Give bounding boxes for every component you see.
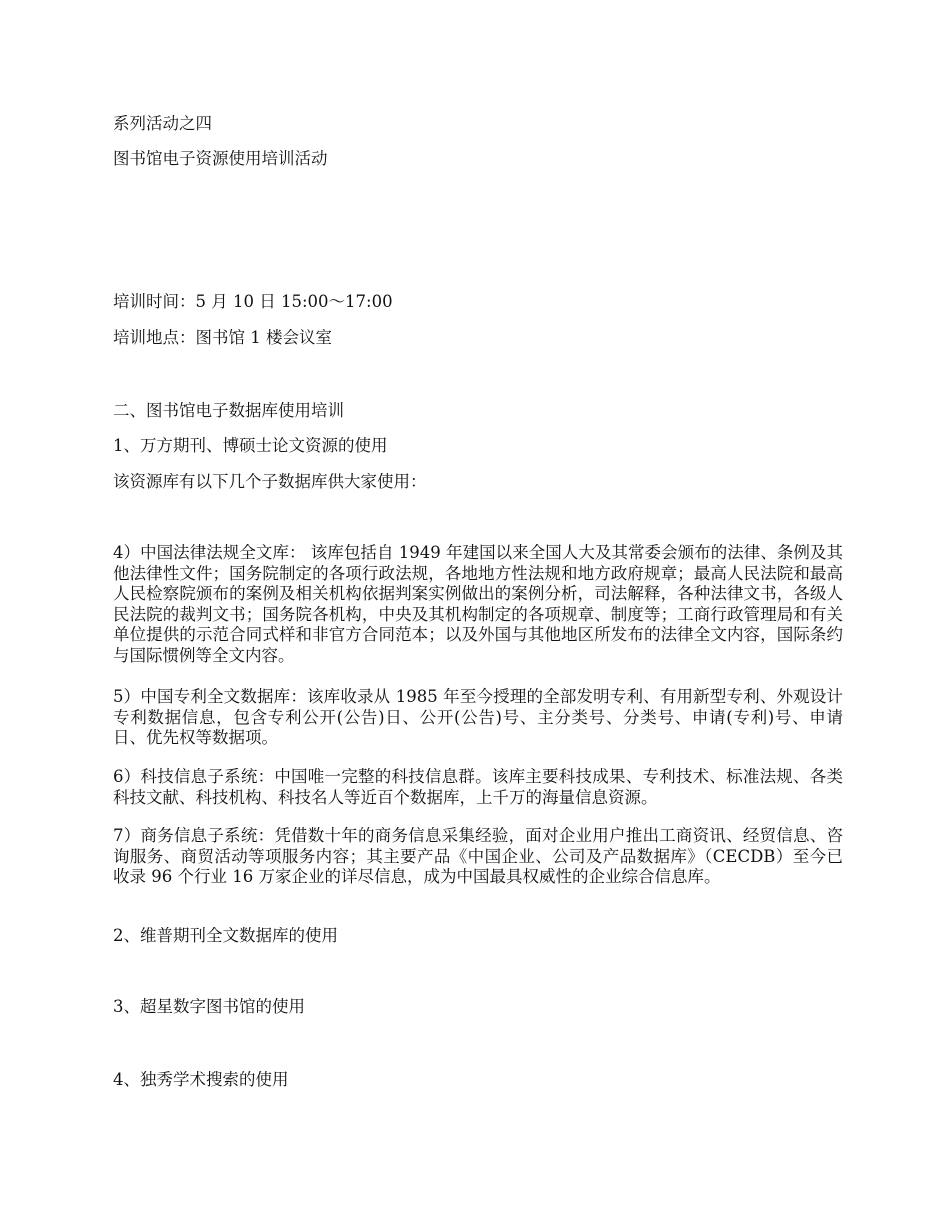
sub-database-7: 7）商务信息子系统：凭借数十年的商务信息采集经验，面对企业用户推出工商资讯、经贸信息、咨询服务、商贸活动等项服务内容；其主要产品《中国企业、公司及产品数据库》（CECDB）至今已收录 96 个行业 16 万家企业的详尽信息，成为中国最具权威性的企业综合信息库。 xyxy=(113,826,843,887)
event-title: 图书馆电子资源使用培训活动 xyxy=(113,149,328,168)
sub-database-4: 4）中国法律法规全文库： 该库包括自 1949 年建国以来全国人大及其常委会颁布的法律、条例及其他法律性文件；国务院制定的各项行政法规，各地地方性法规和地方政府规章；最高人民法院和最高人民检察院颁布的案例及相关机构依据判案实例做出的案例分析，司法解释，各种法律文书，各级人民法院的裁判文书；国务院各机构，中央及其机构制定的各项规章、制度等；工商行政管理局和有关单位提供的示范合同式样和非官方合同范本；以及外国与其他地区所发布的法律全文内容，国际条约与国际惯例等全文内容。 xyxy=(113,543,843,665)
training-time: 培训时间：5 月 10 日 15:00～17:00 xyxy=(113,292,393,311)
section-two-heading: 二、图书馆电子数据库使用培训 xyxy=(113,401,344,420)
sub-database-6: 6）科技信息子系统：中国唯一完整的科技信息群。该库主要科技成果、专利技术、标准法规、各类科技文献、科技机构、科技名人等近百个数据库，上千万的海量信息资源。 xyxy=(113,767,843,807)
item-2-heading: 2、维普期刊全文数据库的使用 xyxy=(113,926,338,945)
item-1-intro: 该资源库有以下几个子数据库供大家使用： xyxy=(113,472,427,491)
item-3-heading: 3、超星数字图书馆的使用 xyxy=(113,997,305,1016)
training-location: 培训地点：图书馆 1 楼会议室 xyxy=(113,328,332,347)
sub-database-5: 5）中国专利全文数据库：该库收录从 1985 年至今授理的全部发明专利、有用新型专利、外观设计专利数据信息，包含专利公开(公告)日、公开(公告)号、主分类号、分类号、申请(专利)号、申请日、优先权等数据项。 xyxy=(113,687,843,748)
series-label: 系列活动之四 xyxy=(113,114,212,133)
item-1-heading: 1、万方期刊、博硕士论文资源的使用 xyxy=(113,436,388,455)
item-4-heading: 4、独秀学术搜索的使用 xyxy=(113,1070,289,1089)
